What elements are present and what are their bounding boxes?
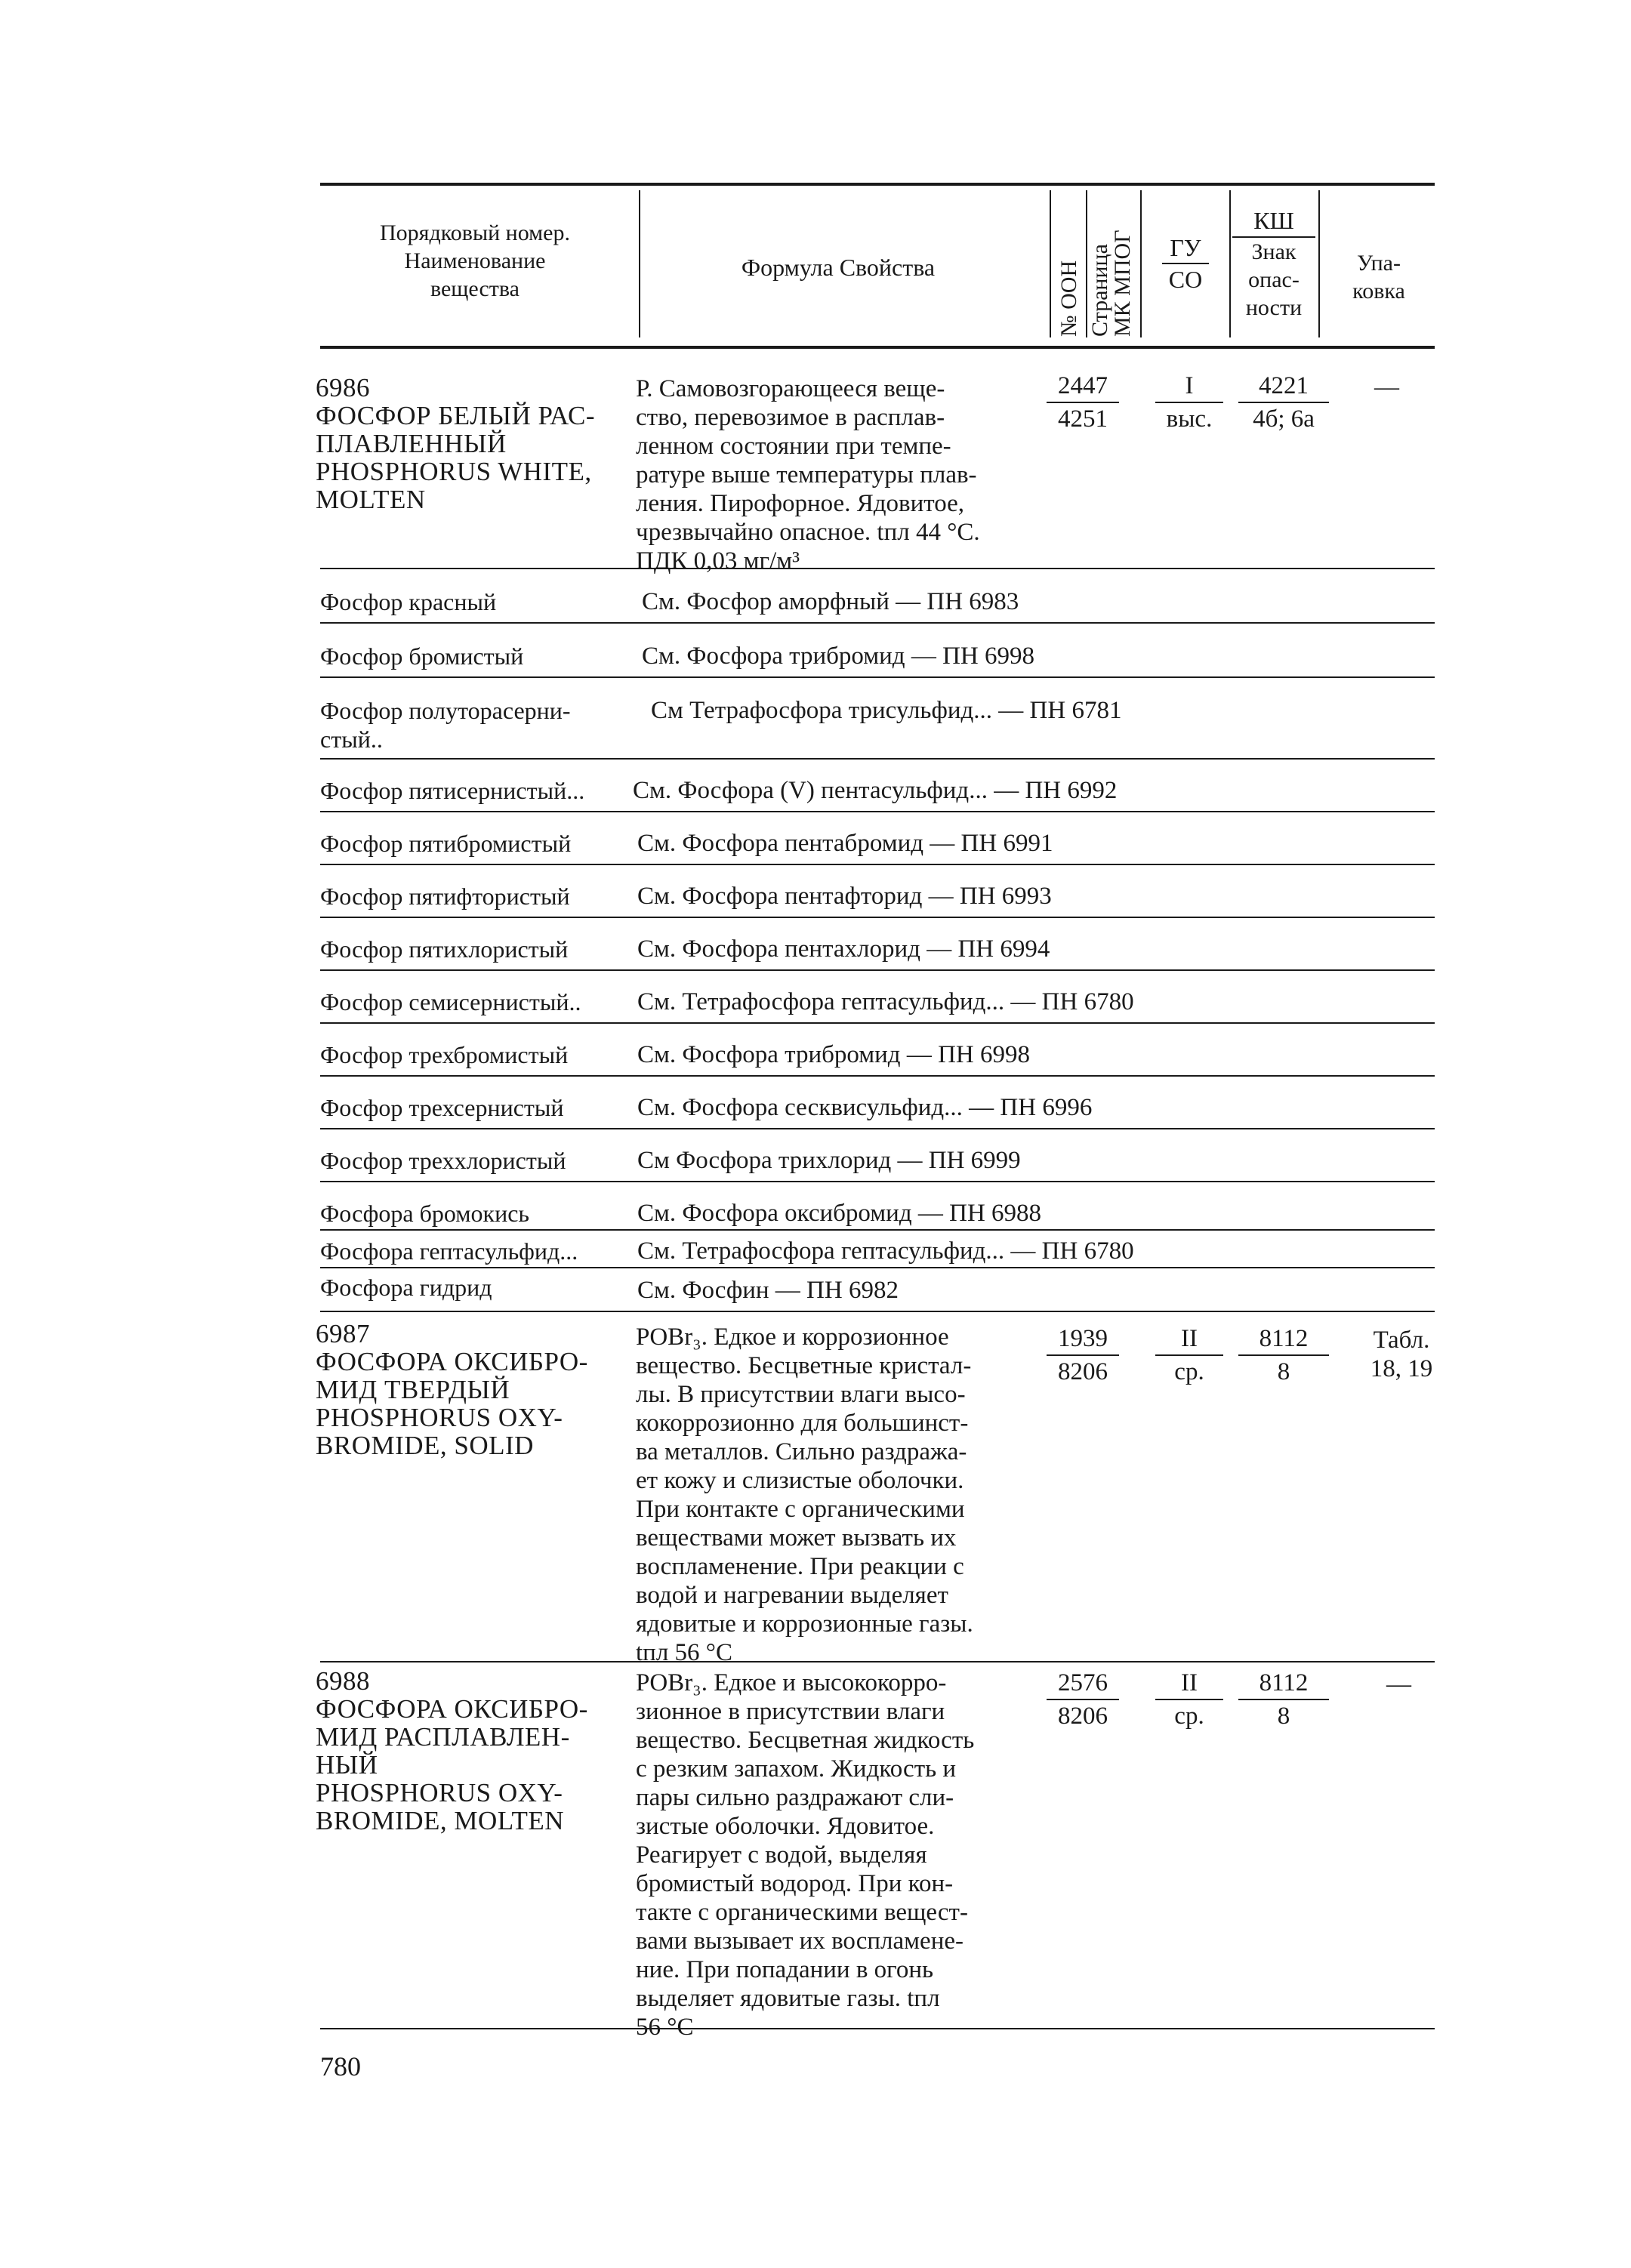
header-formula-column: Формула Свойства <box>741 254 936 281</box>
xref-text: См. Фосфора (V) пентасульфид... — ПН 6992 <box>633 777 1118 804</box>
header-name-column: Порядковый номер. Наименование вещества <box>380 220 570 301</box>
xref-text: См. Фосфора пентабромид — ПН 6991 <box>637 830 1053 857</box>
xref-name: Фосфор треххлористый <box>320 1147 566 1174</box>
rule <box>320 1229 1435 1231</box>
header-un-number: № ООН <box>1056 260 1081 337</box>
entry-6987-gu-so: II ср. <box>1155 1323 1223 1388</box>
entry-6987-packaging: Табл. 18, 19 <box>1370 1327 1433 1382</box>
xref-name: Фосфора гидрид <box>320 1274 492 1301</box>
entry-6987-properties: POBr₃. Едкое и коррозионное вещество. Бесцветные кристал- лы. В присутствии влаги высо- кокоррозионно для большинст- ва металлов. Сильно раздража- ет кожу и слизистые оболочки. При контакте с органическими веществами может вызвать их воспламенение. При реакции с водой и нагревании выделяет ядовитые и коррозионные газы. tпл 56 °С <box>636 1324 973 1666</box>
xref-text: См. Тетрафосфора гептасульфид... — ПН 6780 <box>637 988 1134 1015</box>
entry-6988-un-page: $\frac{2576}{8206}$ <box>1047 1667 1119 1732</box>
header-divider-6 <box>1318 190 1320 337</box>
xref-name: Фосфор семисернистый.. <box>320 988 581 1015</box>
rule <box>320 864 1435 865</box>
xref-name: Фосфор полуторасерни- стый.. <box>320 697 571 753</box>
header-ksh-column: КШ Знак опас- ности <box>1232 207 1315 322</box>
xref-text: См. Фосфин — ПН 6982 <box>637 1277 899 1304</box>
rule <box>320 1022 1435 1024</box>
table-bottom-rule <box>320 2028 1435 2029</box>
xref-text: См. Тетрафосфора гептасульфид... — ПН 6780 <box>637 1237 1134 1265</box>
entry-6988-packaging: — <box>1386 1671 1411 1698</box>
xref-text: См Фосфора трихлорид — ПН 6999 <box>637 1147 1021 1174</box>
rule <box>320 969 1435 971</box>
entry-6986-name: 6986 ФОСФОР БЕЛЫЙ РАС- ПЛАВЛЕННЫЙ PHOSPHORUS WHITE, MOLTEN <box>316 373 596 514</box>
xref-text: См. Фосфора трибромид — ПН 6998 <box>637 1041 1031 1068</box>
xref-name: Фосфор бромистый <box>320 642 524 670</box>
header-divider-2 <box>1050 190 1051 337</box>
entry-6986-gu-so: I выс. <box>1155 370 1223 435</box>
header-gu-column: ГУ СО <box>1143 233 1228 294</box>
rule <box>320 1267 1435 1268</box>
entry-6988-gu-so: II ср. <box>1155 1667 1223 1732</box>
xref-name: Фосфора гептасульфид... <box>320 1237 578 1265</box>
header-divider-1 <box>639 190 640 337</box>
xref-name: Фосфор красный <box>320 588 497 615</box>
xref-name: Фосфор трехбромистый <box>320 1041 569 1068</box>
xref-name: Фосфор пятихлористый <box>320 935 569 963</box>
header-top-rule <box>320 183 1435 186</box>
page-number: 780 <box>320 2051 361 2082</box>
entry-6987-name: 6987 ФОСФОРА ОКСИБРО- МИД ТВЕРДЫЙ PHOSPHORUS OXY- BROMIDE, SOLID <box>316 1319 588 1460</box>
xref-text: См Тетрафосфора трисульфид... — ПН 6781 <box>651 697 1122 724</box>
entry-6986-properties: Р. Самовозгорающееся веще- ство, перевозимое в расплав- ленном состоянии при темпе- ратуре выше температуры плав- ления. Пирофорное. Ядовитое, чрезвычайно опасное. tпл 44 °С. ПДК 0,03 мг/м³ <box>636 375 980 575</box>
entry-6988-properties: POBr₃. Едкое и высококорро- зионное в присутствии влаги вещество. Бесцветная жидкость с резким запахом. Жидкость и пары сильно раздражают сли- зистые оболочки. Ядовитое. Реагирует с водой, выделяя бромистый водород. При кон- такте с органическими вещест- вами вызывает их воспламене- ние. При попадании в огонь выделяет ядовитые газы. tпл 56 °С <box>636 1669 975 2041</box>
entry-6987-ksh-sign: $\frac{8112}{8}$ <box>1238 1323 1329 1388</box>
entry-6986-ksh-sign: 4221 4б; 6а <box>1238 370 1329 435</box>
header-page-mk: Страница МК МПОГ <box>1087 230 1135 337</box>
header-bottom-rule <box>320 346 1435 349</box>
xref-name: Фосфор пятифтористый <box>320 883 570 910</box>
xref-text: См. Фосфор аморфный — ПН 6983 <box>642 588 1019 615</box>
header-divider-5 <box>1229 190 1231 337</box>
xref-text: См. Фосфора сесквисульфид... — ПН 6996 <box>637 1094 1093 1121</box>
entry-6986-un-page: $\frac{2447}{4251}$ <box>1047 370 1119 435</box>
xref-text: См. Фосфора оксибромид — ПН 6988 <box>637 1200 1042 1227</box>
rule <box>320 917 1435 918</box>
header-divider-4 <box>1140 190 1142 337</box>
entry-6987-un-page: $\frac{1939}{8206}$ <box>1047 1323 1119 1388</box>
rule <box>320 1311 1435 1312</box>
xref-name: Фосфор пятисернистый... <box>320 777 585 804</box>
xref-text: См. Фосфора трибромид — ПН 6998 <box>642 642 1035 670</box>
xref-text: См. Фосфора пентахлорид — ПН 6994 <box>637 935 1050 963</box>
header-pack-column: Упа- ковка <box>1352 251 1405 304</box>
rule <box>320 1128 1435 1129</box>
entry-6988-name: 6988 ФОСФОРА ОКСИБРО- МИД РАСПЛАВЛЕН- НЫЙ PHOSPHORUS OXY- BROMIDE, MOLTEN <box>316 1666 588 1835</box>
rule <box>320 811 1435 812</box>
xref-name: Фосфор пятибромистый <box>320 830 572 857</box>
rule <box>320 1075 1435 1077</box>
entry-6988-ksh-sign: $\frac{8112}{8}$ <box>1238 1667 1329 1732</box>
xref-name: Фосфор трехсернистый <box>320 1094 564 1121</box>
rule <box>320 1661 1435 1662</box>
rule <box>320 622 1435 624</box>
rule <box>320 758 1435 760</box>
rule <box>320 1181 1435 1182</box>
xref-name: Фосфора бромокись <box>320 1200 529 1227</box>
rule <box>320 676 1435 678</box>
xref-text: См. Фосфора пентафторид — ПН 6993 <box>637 883 1052 910</box>
rule <box>320 568 1435 569</box>
entry-6986-packaging: — <box>1374 374 1399 401</box>
